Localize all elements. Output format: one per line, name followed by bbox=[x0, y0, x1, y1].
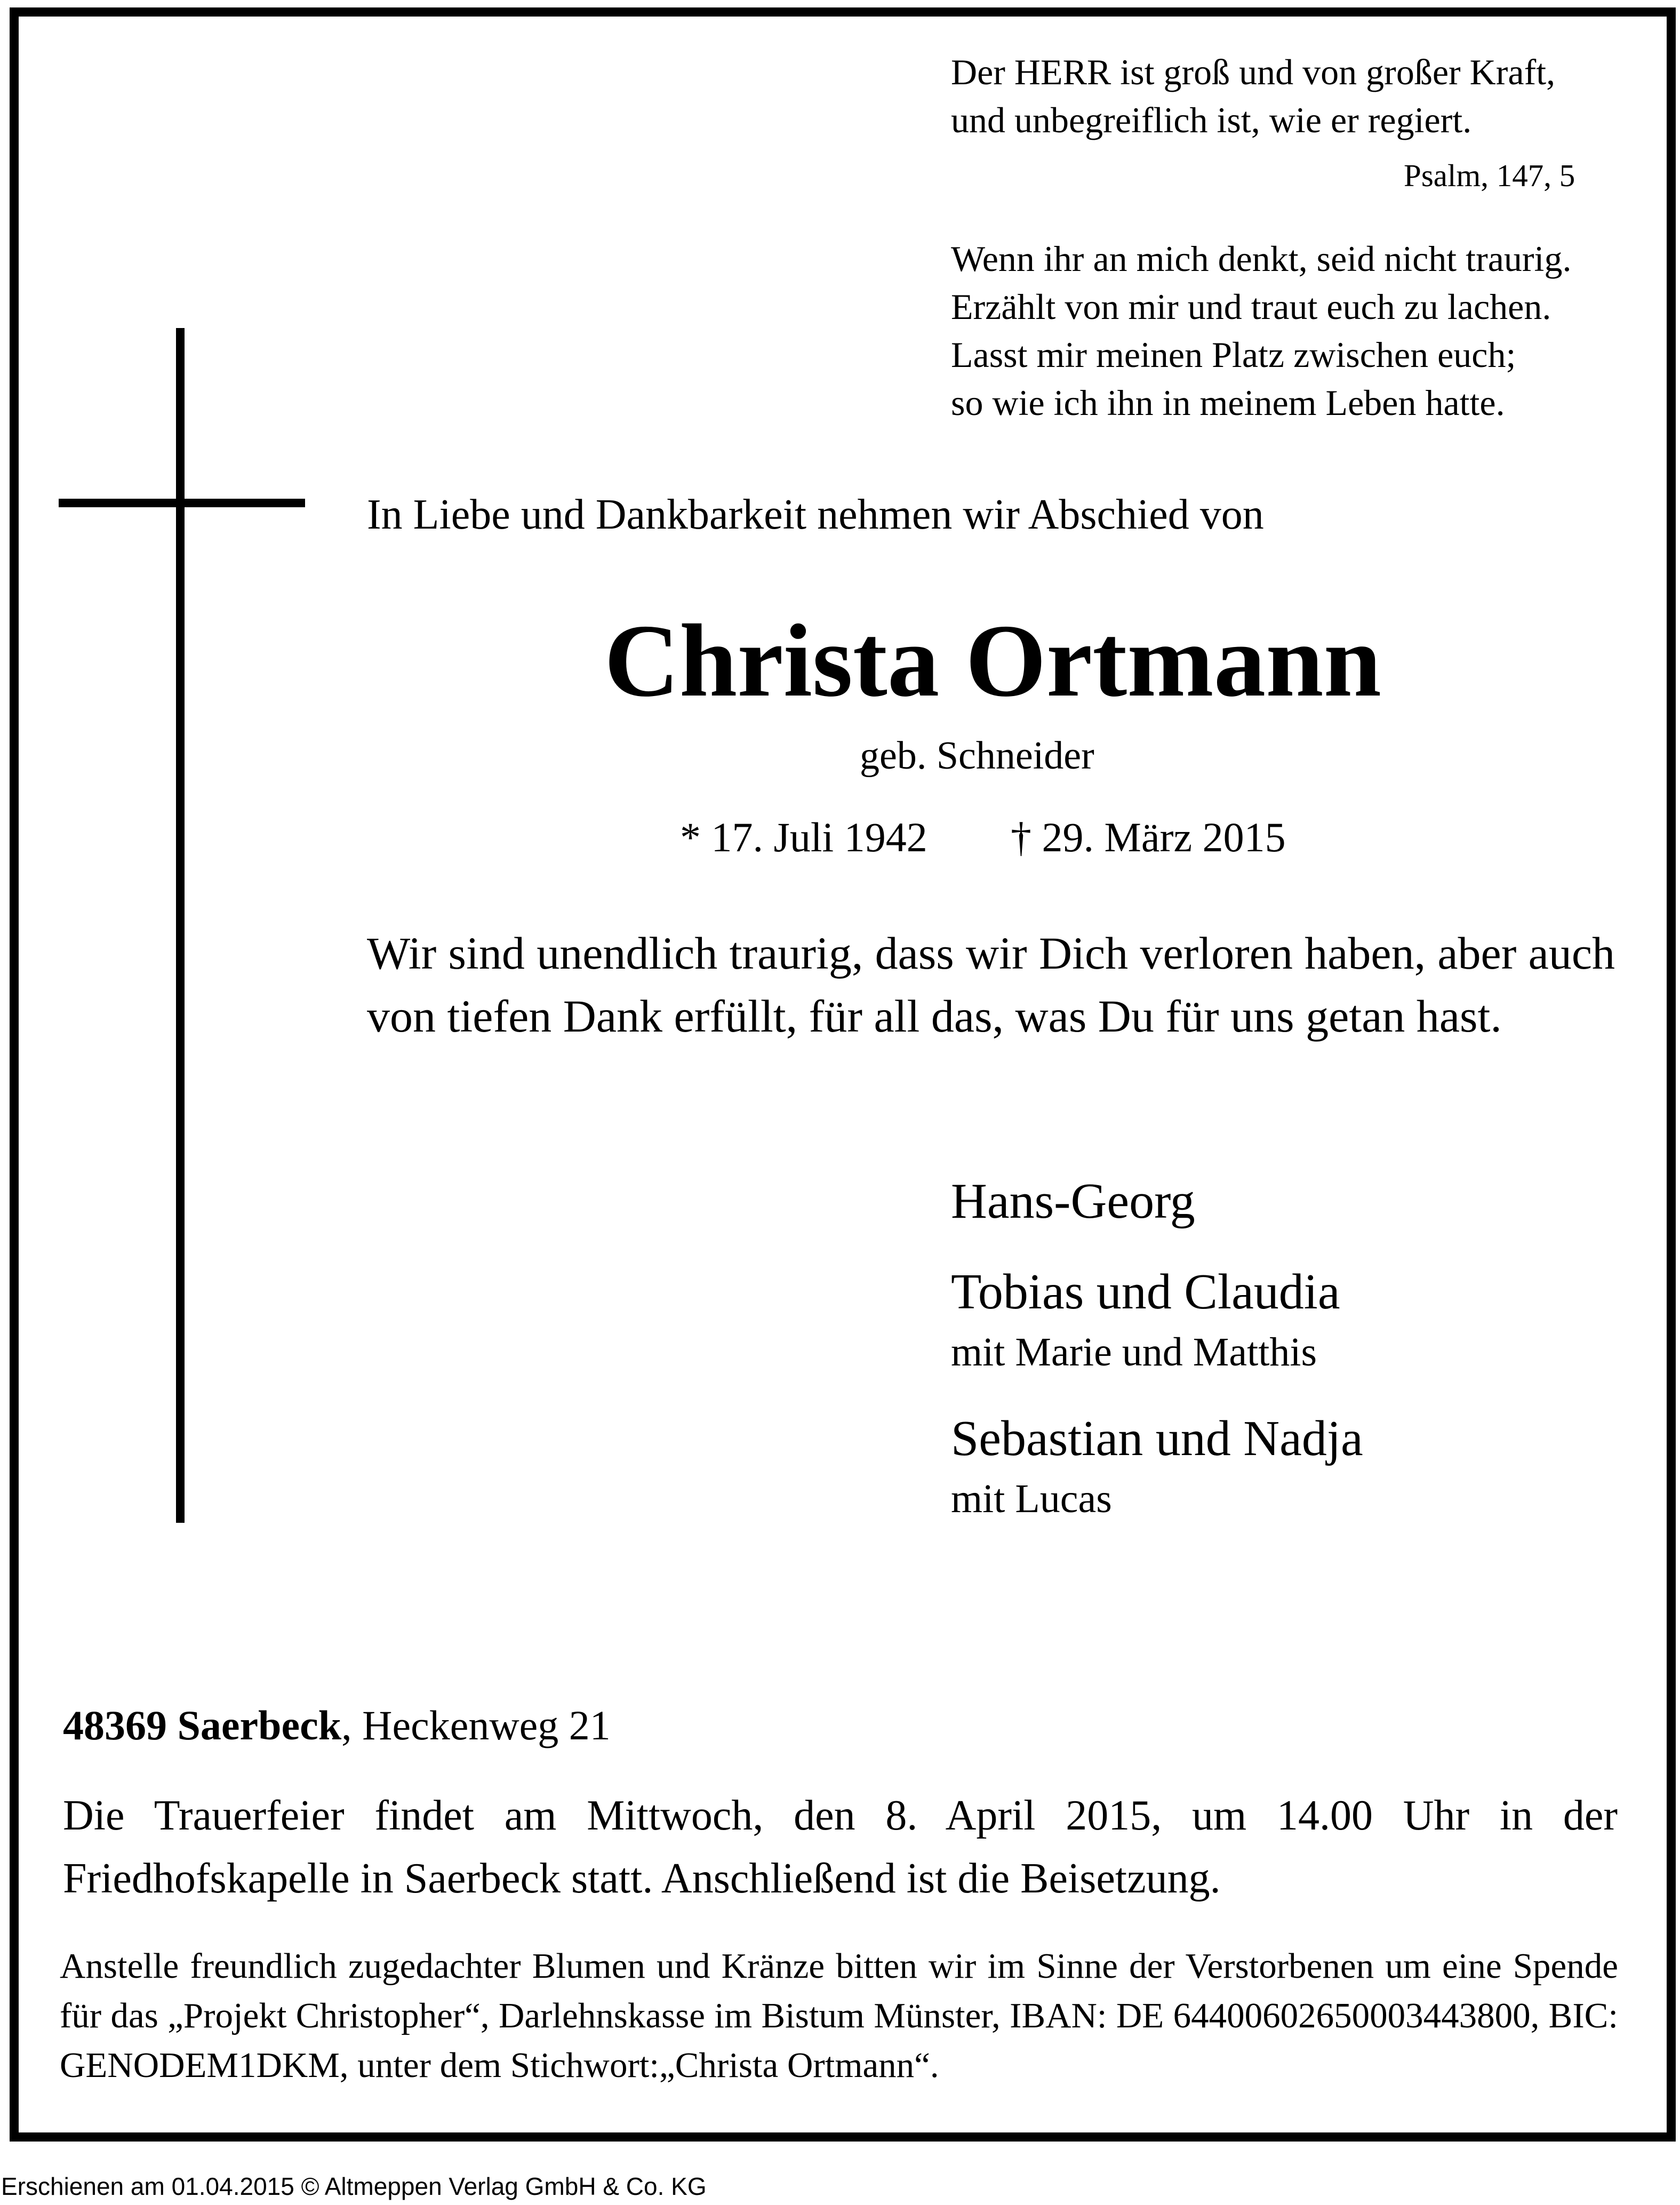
address-street: , Heckenweg 21 bbox=[341, 1702, 611, 1748]
poem-line: so wie ich ihn in meinem Leben hatte. bbox=[951, 382, 1505, 423]
cross-icon-bar bbox=[59, 499, 305, 507]
cross-icon bbox=[176, 328, 185, 1523]
quote-line: Der HERR ist groß und von großer Kraft, bbox=[951, 52, 1556, 92]
mourner-name: Hans-Georg bbox=[951, 1173, 1195, 1229]
mourner-sub: mit Marie und Matthis bbox=[951, 1330, 1317, 1375]
donation-request: Anstelle freundlich zugedachter Blumen und Kränze bitten wir im Sinne der Verstorbenen um eine Spende für das „Projekt Christopher“, Darlehnskasse im Bistum Münster, IBAN: DE 64400602650003443800, BIC: GENODEM1DKM, unter dem Stichwort:„Christa Ortmann“. bbox=[60, 1946, 1618, 2085]
poem bbox=[951, 235, 1571, 427]
mourner-name: Sebastian und Nadja bbox=[951, 1411, 1363, 1466]
maiden-name: geb. Schneider bbox=[860, 734, 1094, 778]
funeral-service-info: Die Trauerfeier findet am Mittwoch, den 8. April 2015, um 14.00 Uhr in der Friedhofskapelle in Saerbeck statt. Anschließend ist die Beisetzung. bbox=[63, 1792, 1618, 1902]
address bbox=[63, 1701, 611, 1749]
intro-text: In Liebe und Dankbarkeit nehmen wir Abschied von bbox=[367, 491, 1264, 538]
poem-line: Wenn ihr an mich denkt, seid nicht traurig. bbox=[951, 238, 1572, 279]
poem-line: Erzählt von mir und traut euch zu lachen. bbox=[951, 286, 1551, 327]
mourner-sub: mit Lucas bbox=[951, 1476, 1112, 1521]
poem-line: Lasst mir meinen Platz zwischen euch; bbox=[951, 334, 1516, 375]
quote-line: und unbegreiflich ist, wie er regiert. bbox=[951, 100, 1472, 140]
birth-date: * 17. Juli 1942 bbox=[680, 814, 927, 860]
mourner-name: Tobias und Claudia bbox=[951, 1264, 1340, 1320]
publication-footer: Erschienen am 01.04.2015 © Altmeppen Verlag GmbH & Co. KG bbox=[1, 2172, 707, 2200]
address-postal-city: 48369 Saerbeck bbox=[63, 1702, 342, 1748]
death-date: † 29. März 2015 bbox=[1011, 814, 1286, 860]
bible-quote bbox=[951, 48, 1555, 144]
quote-reference: Psalm, 147, 5 bbox=[1404, 158, 1575, 193]
mourning-message: Wir sind unendlich traurig, dass wir Dich verloren haben, aber auch von tiefen Dank erfüllt, für all das, was Du für uns getan hast. bbox=[367, 928, 1615, 1042]
deceased-name: Christa Ortmann bbox=[604, 603, 1382, 718]
